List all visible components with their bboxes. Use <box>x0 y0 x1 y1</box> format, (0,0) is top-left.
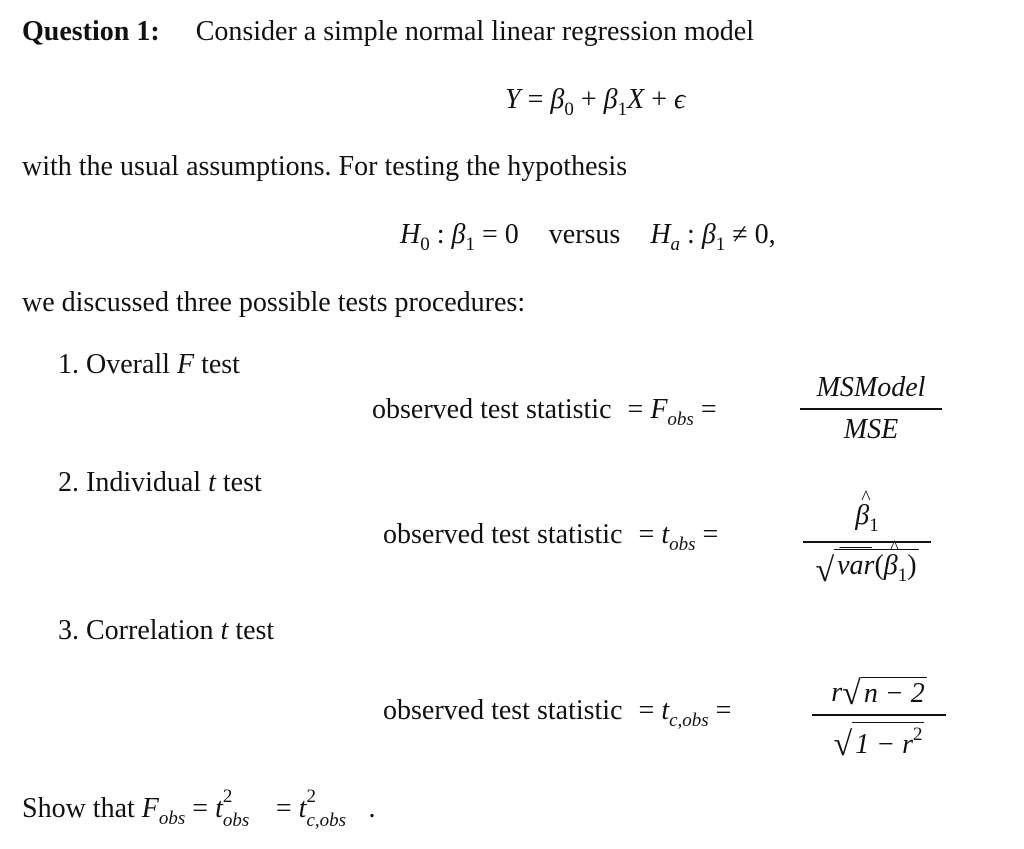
ha-sub: a <box>670 234 681 255</box>
conclusion-t1-scripts <box>222 786 269 831</box>
test-2-radicand <box>834 549 918 585</box>
test-2-number: 2. <box>58 467 79 498</box>
test-3-den-radical-sign: √ <box>833 725 853 763</box>
test-3-sym-sub: c,obs <box>669 710 709 731</box>
model-y: Y <box>505 84 521 115</box>
test-3-statistic <box>383 697 738 730</box>
test-2-numerator-beta: ^ β <box>855 502 869 530</box>
test-3-eq2: = <box>715 695 732 726</box>
test-2-stat-label: observed test statistic <box>383 519 623 550</box>
conclusion-pre: Show that <box>22 793 135 824</box>
test-2-var: t <box>208 467 216 498</box>
test-3-name: Correlation <box>86 615 214 646</box>
test-2-sym: t <box>661 519 670 550</box>
ha: H <box>650 219 671 250</box>
test-2-denominator <box>803 549 931 589</box>
conclusion-eq2: = <box>275 793 292 824</box>
assumptions-text: with the usual assumptions. For testing the hypothesis <box>22 151 628 182</box>
test-3-num-sqrt <box>842 674 927 712</box>
model-equation <box>505 86 685 119</box>
h0: H <box>400 219 421 250</box>
test-1-numerator: MSModel <box>816 372 926 403</box>
test-1-name: Overall <box>86 349 170 380</box>
test-3-fraction <box>812 674 946 763</box>
test-1-fraction-bar <box>800 408 942 410</box>
hypothesis-equation <box>400 221 776 254</box>
test-2-statistic <box>383 521 725 554</box>
ha-beta: β <box>701 219 716 250</box>
test-2-radical-sign: √ <box>815 551 835 589</box>
test-2-fraction <box>803 500 931 589</box>
conclusion-t1-sup: 2 <box>222 786 233 807</box>
conclusion-t2-sub: c,obs <box>306 810 347 831</box>
model-beta0-sub: 0 <box>564 99 574 120</box>
conclusion-f-sub: obs <box>158 808 186 829</box>
conclusion-t2: t <box>298 793 307 824</box>
model-x: X <box>627 84 645 115</box>
test-2-title <box>58 469 262 497</box>
test-1-statistic <box>372 396 724 429</box>
question-intro: Consider a simple normal linear regression model <box>195 16 754 47</box>
test-1-number: 1. <box>58 349 79 380</box>
h0-beta-sub: 1 <box>465 234 475 255</box>
test-1-eq1: = <box>627 394 644 425</box>
test-3-denominator <box>812 722 946 763</box>
test-3-numerator <box>812 674 946 712</box>
test-1-suffix: test <box>201 349 240 380</box>
conclusion-eq1: = <box>192 793 209 824</box>
ha-beta-sub: 1 <box>715 234 726 255</box>
conclusion-t1-sub: obs <box>222 810 250 831</box>
conclusion-period: . <box>368 793 376 824</box>
test-2-suffix: test <box>222 467 262 498</box>
versus-text: versus <box>548 219 621 250</box>
test-3-den-sqrt <box>833 722 925 763</box>
ha-colon: : <box>687 219 695 250</box>
h0-beta: β <box>451 219 466 250</box>
conclusion-t2-sup: 2 <box>306 786 316 807</box>
ha-zero: 0, <box>754 219 776 250</box>
test-3-num-radical-sign: √ <box>842 675 861 712</box>
test-3-fraction-bar <box>812 714 946 716</box>
test-1-denominator: MSE <box>843 413 899 445</box>
test-1-eq2: = <box>700 394 717 425</box>
test-2-sqrt <box>815 549 918 589</box>
conclusion-f: F <box>141 793 159 824</box>
question-label: Question 1: <box>22 16 160 47</box>
model-beta0: β <box>550 84 565 115</box>
test-2-den-beta: ^ β <box>884 552 898 580</box>
conclusion-t1: t <box>215 793 223 824</box>
test-2-den-beta-sub: 1 <box>897 564 908 586</box>
test-1-sym: F <box>650 394 668 425</box>
test-1-title <box>58 351 240 379</box>
conclusion-line <box>22 786 376 831</box>
ha-ne: ≠ <box>732 219 748 250</box>
test-3-suffix: test <box>235 615 275 646</box>
test-3-den-radicand-text: 1 − r <box>855 728 913 760</box>
model-eq: = <box>527 84 544 115</box>
model-beta1: β <box>603 84 618 115</box>
h0-sub: 0 <box>420 234 430 255</box>
test-3-title <box>58 617 274 645</box>
model-plus1: + <box>580 84 597 115</box>
test-3-number: 3. <box>58 615 79 646</box>
test-2-den-var: var <box>837 549 875 581</box>
h0-zero: 0 <box>504 219 519 250</box>
test-3-var: t <box>220 615 229 646</box>
test-2-eq1: = <box>638 519 655 550</box>
model-beta1-sub: 1 <box>617 99 628 120</box>
test-1-stat-label: observed test statistic <box>372 394 612 425</box>
test-3-stat-label: observed test statistic <box>383 695 623 726</box>
test-3-sym: t <box>661 695 670 726</box>
test-2-den-open: ( <box>874 549 884 581</box>
model-epsilon: ϵ <box>673 84 686 115</box>
test-2-eq2: = <box>702 519 719 550</box>
test-2-fraction-bar <box>803 541 931 543</box>
conclusion-t2-scripts <box>306 786 368 831</box>
question-heading <box>22 18 754 46</box>
test-1-fraction <box>800 374 942 444</box>
test-2-sym-sub: obs <box>669 534 696 555</box>
test-3-num-r: r <box>831 677 843 708</box>
h0-colon: : <box>436 219 445 250</box>
test-2-numerator <box>803 502 931 535</box>
discussed-text: we discussed three possible tests procedures: <box>22 287 526 318</box>
test-3-num-radicand: n − 2 <box>861 677 927 708</box>
test-1-sym-sub: obs <box>667 409 694 430</box>
test-3-den-radicand <box>852 722 924 759</box>
test-1-var: F <box>176 349 195 380</box>
h0-eq: = <box>481 219 498 250</box>
model-plus2: + <box>651 84 667 115</box>
test-2-den-close: ) <box>907 549 917 581</box>
test-3-den-sup: 2 <box>912 723 923 745</box>
test-2-name: Individual <box>86 467 202 498</box>
test-3-eq1: = <box>638 695 655 726</box>
test-2-numerator-sub: 1 <box>869 515 879 536</box>
